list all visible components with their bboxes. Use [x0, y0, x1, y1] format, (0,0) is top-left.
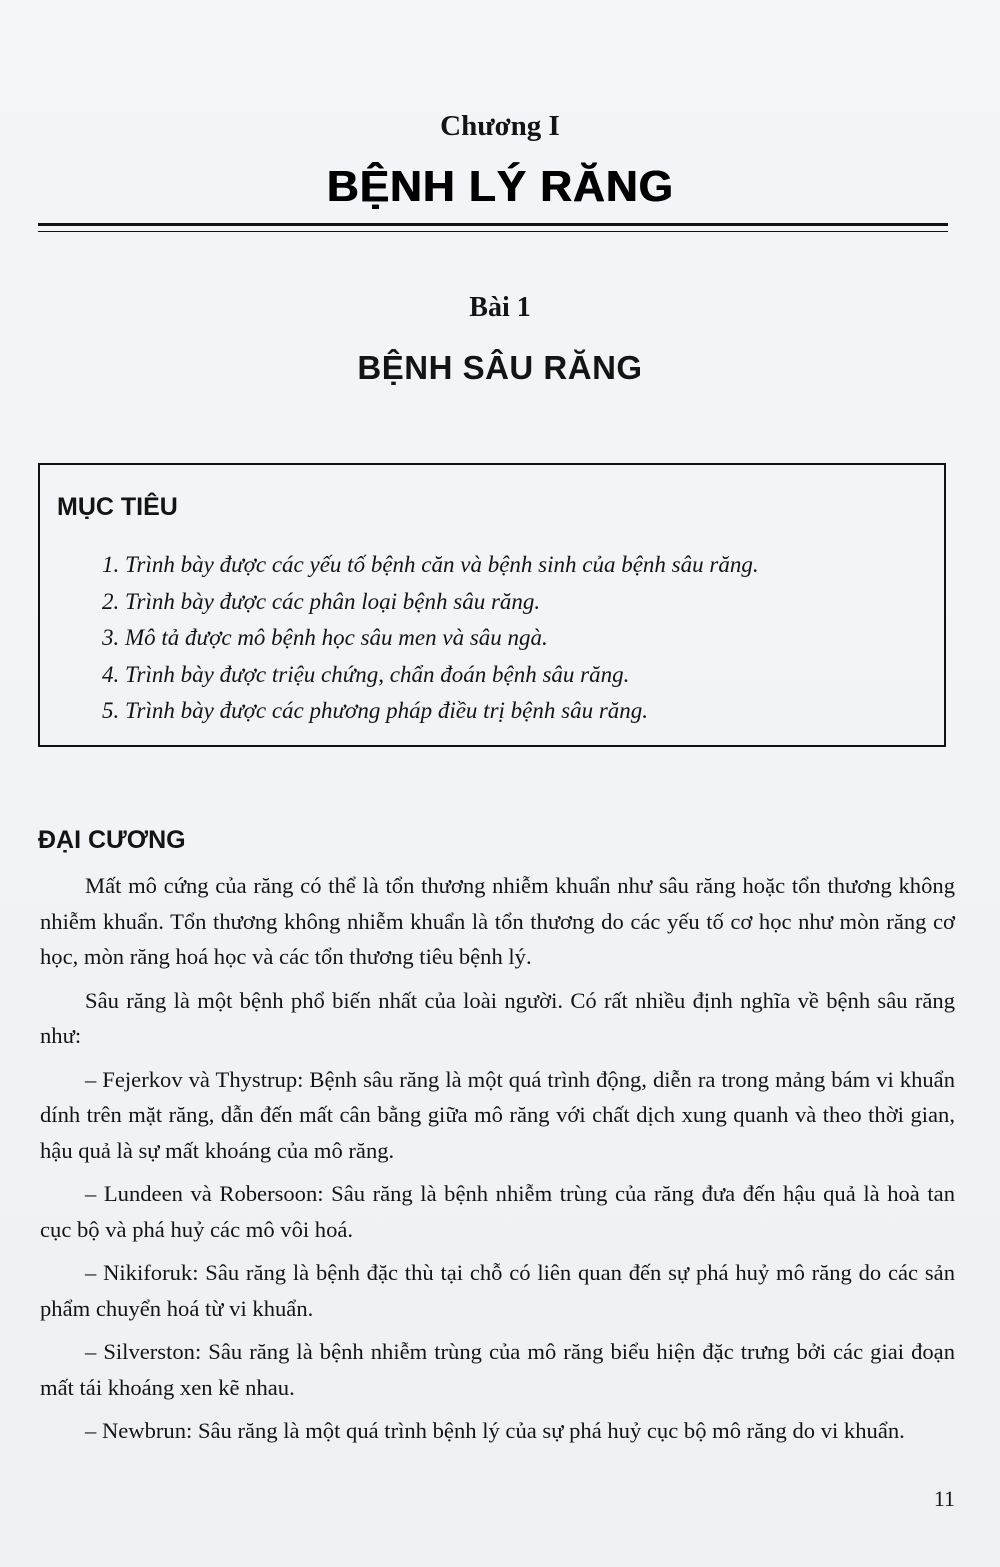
chapter-rule-thick [38, 223, 948, 226]
chapter-title: BỆNH LÝ RĂNG [326, 162, 674, 211]
lesson-title: BỆNH SÂU RĂNG [357, 349, 643, 386]
objectives-box [38, 463, 946, 747]
body-text [40, 868, 955, 1457]
chapter-label: Chương I [440, 110, 560, 142]
objective-item: 5. Trình bày được các phương pháp điều trị bệnh sâu răng. [102, 698, 649, 723]
paragraph: – Lundeen và Robersoon: Sâu răng là bệnh nhiễm trùng của răng đưa đến hậu quả là hoà tan cục bộ và phá huỷ các mô vôi hoá. [40, 1181, 955, 1242]
paragraph: – Newbrun: Sâu răng là một quá trình bệnh lý của sự phá huỷ cục bộ mô răng do vi khuẩn. [85, 1418, 905, 1443]
objective-item: 2. Trình bày được các phân loại bệnh sâu răng. [102, 588, 541, 614]
objective-item: 1. Trình bày được các yếu tố bệnh căn và bệnh sinh của bệnh sâu răng. [102, 552, 759, 577]
page-number: 11 [933, 1486, 955, 1511]
paragraph: Mất mô cứng của răng có thể là tổn thương nhiễm khuẩn như sâu răng hoặc tổn thương không nhiễm khuẩn. Tổn thương không nhiễm khuẩn là tổn thương do các yếu tố cơ học như mòn răng cơ học, mòn răng hoá học và các tổn thương tiêu bệnh lý. [40, 873, 955, 969]
objective-item: 4. Trình bày được triệu chứng, chẩn đoán bệnh sâu răng. [102, 661, 630, 687]
objectives-heading: MỤC TIÊU [57, 493, 178, 521]
paragraph: Sâu răng là một bệnh phổ biến nhất của loài người. Có rất nhiều định nghĩa về bệnh sâu răng như: [40, 987, 955, 1048]
section-heading: ĐẠI CƯƠNG [38, 826, 186, 854]
lesson-label: Bài 1 [469, 292, 531, 323]
paragraph: – Silverston: Sâu răng là bệnh nhiễm trùng của mô răng biểu hiện đặc trưng bởi các giai đoạn mất tái khoáng xen kẽ nhau. [40, 1339, 955, 1400]
objectives-list [102, 547, 759, 730]
objective-item: 3. Mô tả được mô bệnh học sâu men và sâu ngà. [102, 625, 548, 650]
paragraph: – Nikiforuk: Sâu răng là bệnh đặc thù tại chỗ có liên quan đến sự phá huỷ mô răng do các sản phẩm chuyển hoá từ vi khuẩn. [40, 1260, 955, 1321]
chapter-rule-thin [38, 231, 948, 232]
paragraph: – Fejerkov và Thystrup: Bệnh sâu răng là một quá trình động, diễn ra trong mảng bám vi khuẩn dính trên mặt răng, dẫn đến mất cân bằng giữa mô răng với chất dịch xung quanh và theo thời gian, hậu quả là sự mất khoáng của mô răng. [40, 1066, 955, 1163]
